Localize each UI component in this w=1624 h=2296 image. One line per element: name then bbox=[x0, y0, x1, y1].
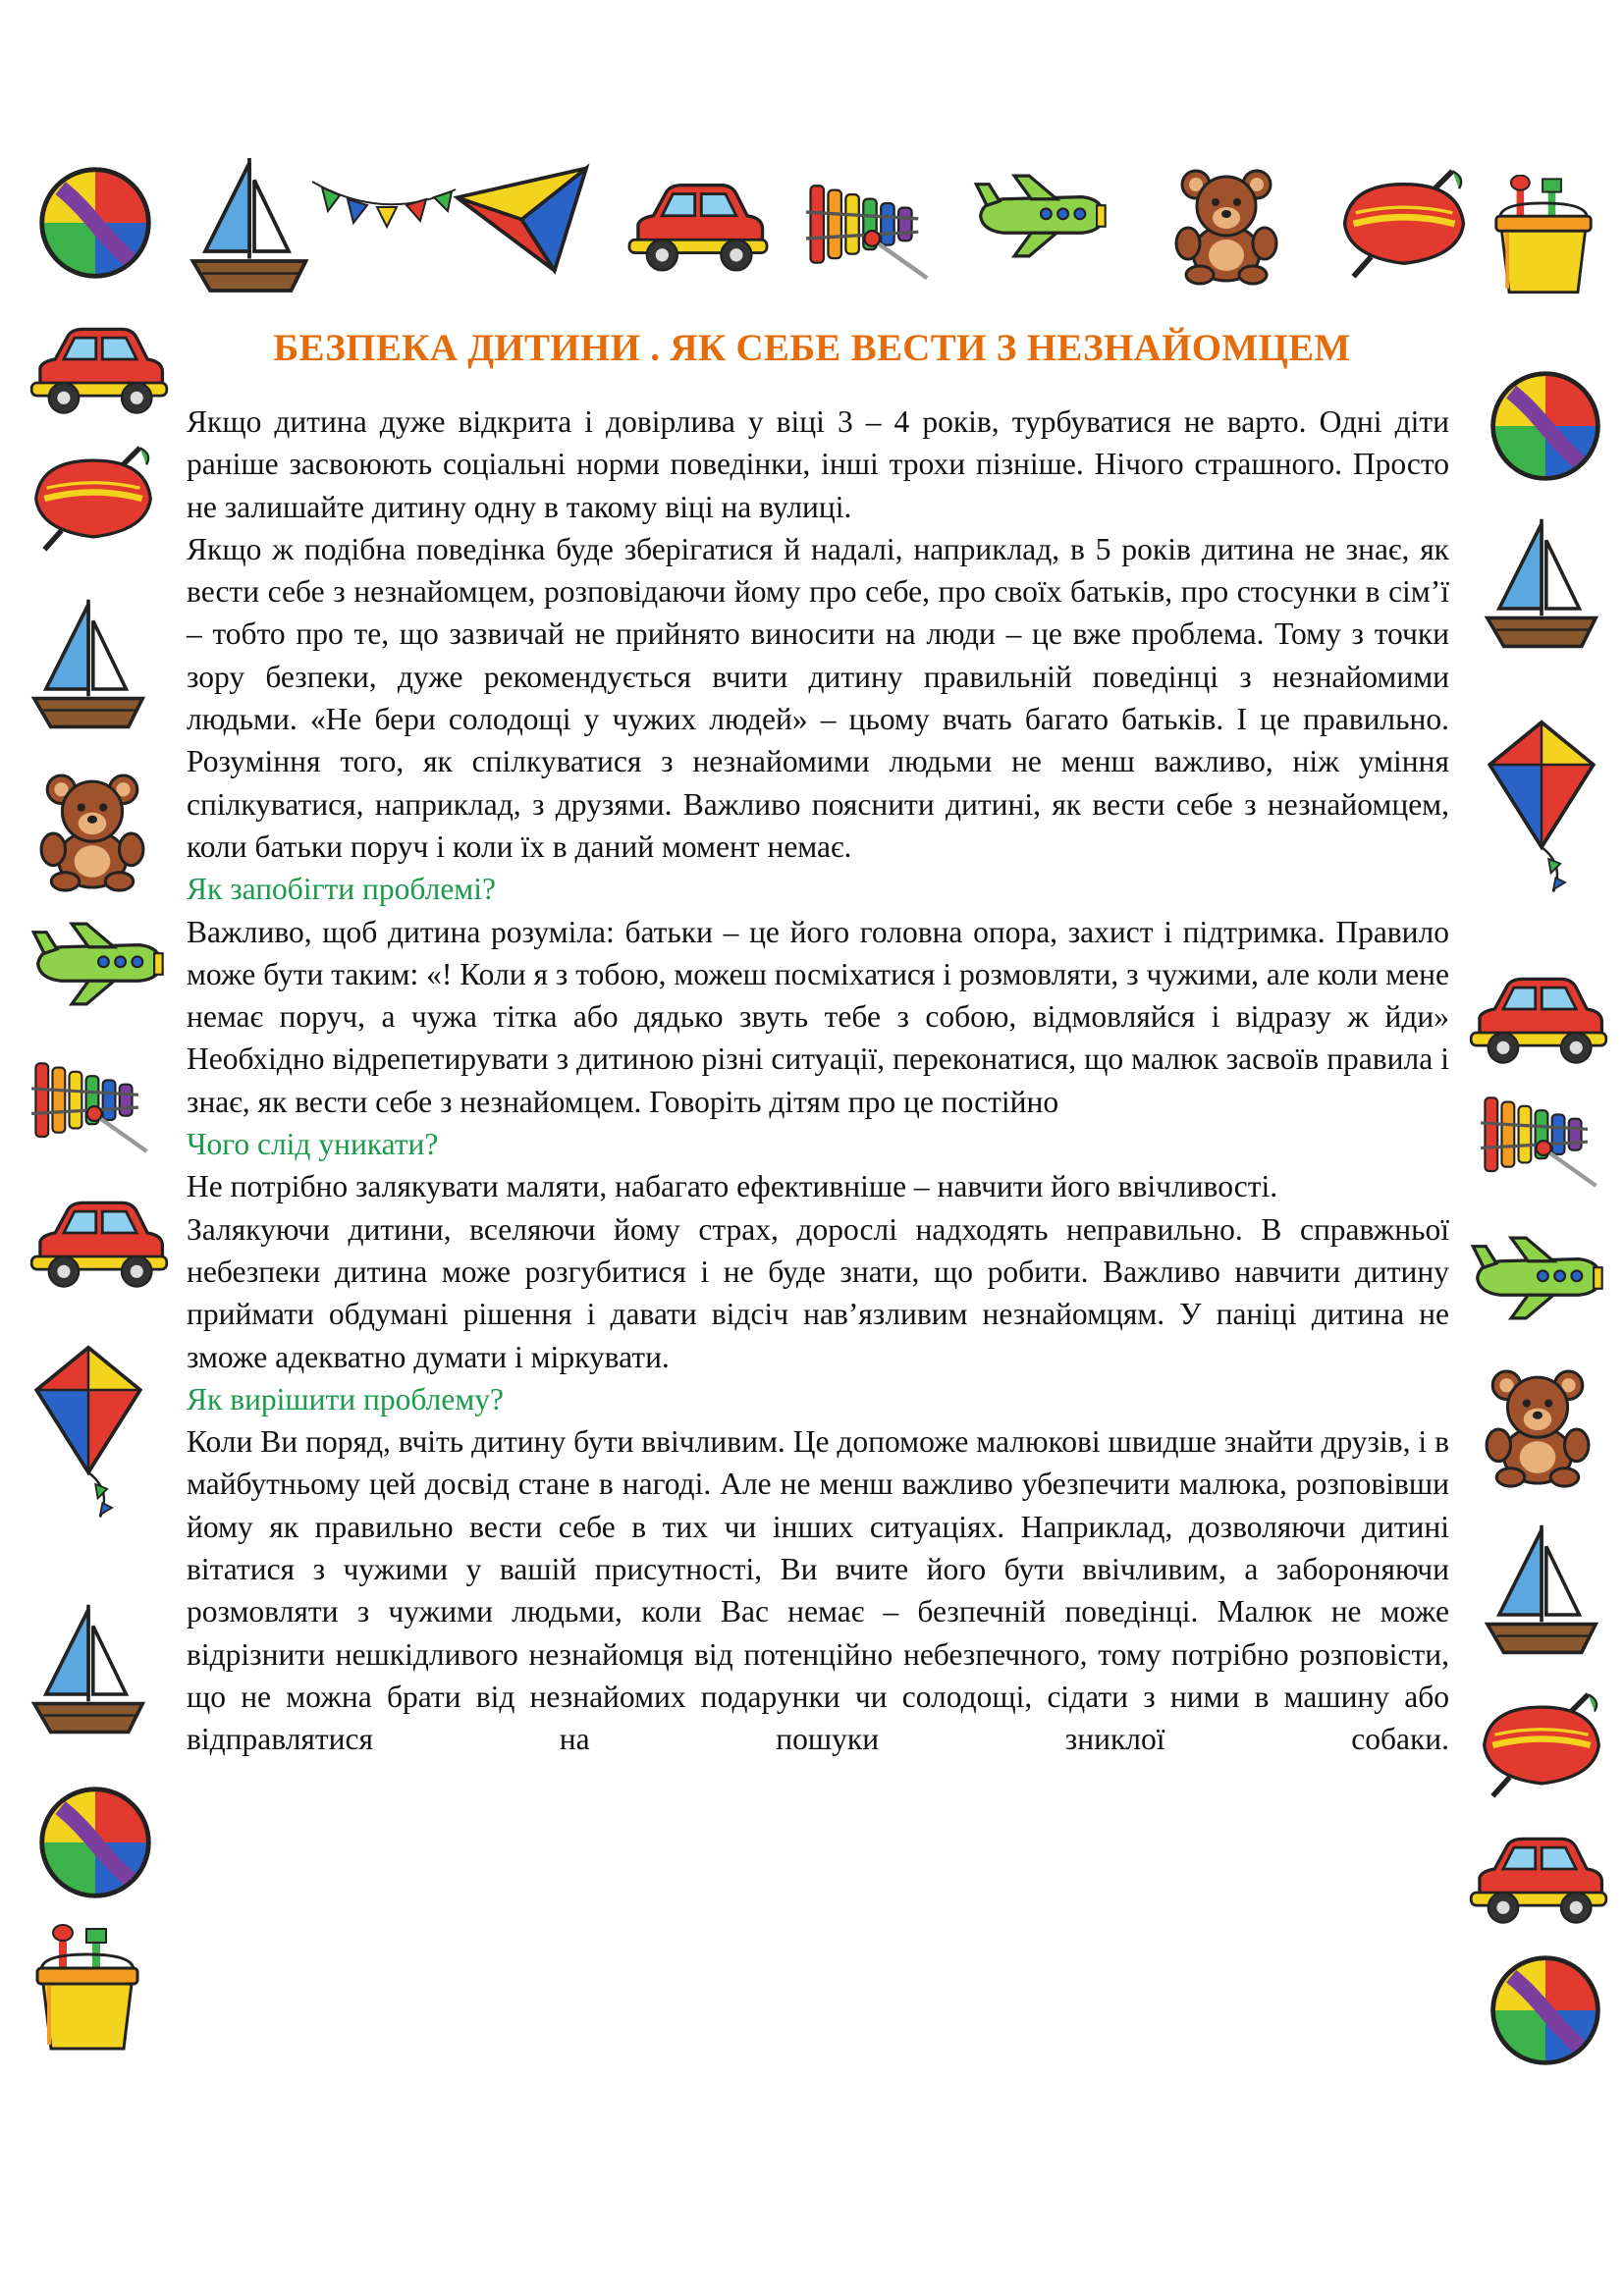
sailboat-icon bbox=[29, 593, 147, 738]
xylophone-icon bbox=[1479, 1086, 1604, 1194]
sailboat-icon bbox=[29, 1598, 147, 1743]
paragraph: Необхідно відрепетирувати з дитиною різні ситуації, переконатися, що малюк засвоїв правила і знає, як вести себе з незнайомцем. Говоріть дітям про це постійно bbox=[187, 1041, 1449, 1119]
section-heading: Як вирішити проблему? bbox=[187, 1381, 504, 1416]
kite-icon bbox=[1483, 677, 1600, 934]
airplane-icon bbox=[972, 173, 1110, 259]
toy-car-icon bbox=[1469, 972, 1608, 1070]
paragraph: Якщо дитина дуже відкрита і довірлива у віці 3 – 4 років, турбуватися не варто. Одні діти раніше засвоюють соціальні норми поведінки, інші трохи пізніше. Нічого страшного. Просто не залишайте дитину одну в такому віці на вулиці. bbox=[187, 404, 1449, 524]
toy-car-icon bbox=[626, 179, 770, 277]
ball-icon bbox=[37, 1785, 153, 1900]
airplane-icon bbox=[29, 917, 167, 1011]
paragraph: Залякуючи дитини, вселяючи йому страх, дорослі надходять неправильно. В справжньої небезпеки дитина може розгубитися і не буде знати, що робити. Важливо навчити дитину приймати обдумані рішення і давати відсіч нав’язливим незнайомцям. У паніці дитина не зможе адекватно думати і міркувати. bbox=[187, 1211, 1449, 1374]
sand-bucket-icon bbox=[1492, 175, 1595, 296]
teddy-bear-icon bbox=[1483, 1364, 1593, 1490]
section-heading: Як запобігти проблемі? bbox=[187, 872, 496, 907]
page-title: БЕЗПЕКА ДИТИНИ . ЯК СЕБЕ ВЕСТИ З НЕЗНАЙОМЦЕМ bbox=[273, 327, 1351, 369]
xylophone-icon bbox=[803, 175, 937, 285]
teddy-bear-icon bbox=[1172, 165, 1280, 287]
airplane-icon bbox=[1469, 1229, 1606, 1327]
spinning-top-icon bbox=[1477, 1692, 1606, 1798]
sand-bucket-icon bbox=[33, 1924, 141, 2054]
teddy-bear-icon bbox=[37, 770, 147, 893]
spinning-top-icon bbox=[1337, 169, 1471, 279]
paragraph: Не потрібно залякувати маляти, набагато ефективніше – навчити його ввічливості. bbox=[187, 1169, 1278, 1204]
sailboat-icon bbox=[1483, 1518, 1600, 1665]
paragraph: Коли Ви поряд, вчіть дитину бути ввічливим. Це допоможе малюкові швидше знайти друзів, і в майбутньому цей досвід стане в нагоді. Але не менш важливо убезпечити малюка, розповівши йому як правильно вести себе в тих чи інших ситуаціях. Наприклад, дозволяючи дитині вітатися з чужими у вашій присутності, Ви вчите його бути ввічливим, а забороняючи розмовляти з чужими людьми, коли Вас немає – безпечній поведінці. Малюк не може відрізнити нешкідливого незнайомця від потенційно небезпечного, тому потрібно розповісти, що не можна брати від незнайомих подарунки чи солодощі, сідати з ними в машину або відправлятися на пошуки зниклої собаки. bbox=[187, 1424, 1449, 1757]
toy-car-icon bbox=[29, 1196, 169, 1294]
ball-icon bbox=[1489, 369, 1602, 483]
paragraph: Якщо ж подібна поведінка буде зберігатися й надалі, наприклад, в 5 років дитина не знає, як вести себе з незнайомцем, розповідаючи йому про себе, про своїх батьків, про стосунки в сім’ї – тобто про те, що зазвичай не прийнято виносити на люди – це вже проблема. Тому з точки зору безпеки, дуже рекомендується вчити дитину правильній поведінці з незнайомими людьми. «Не бери солодощі у чужих людей» – цьому вчать багато батьків. І це правильно. Розуміння того, як спілкуватися з незнайомими людьми не менш важливо, ніж уміння спілкуватися, наприклад, з друзями. Важливо пояснити дитині, як вести себе з незнайомцем, коли батьки поруч і коли їх в даний момент немає. bbox=[187, 531, 1449, 864]
kite-icon bbox=[452, 161, 599, 283]
toy-car-icon bbox=[1469, 1832, 1608, 1930]
spinning-top-icon bbox=[29, 446, 157, 552]
kite-icon bbox=[29, 1315, 147, 1547]
paragraph: Важливо, щоб дитина розуміла: батьки – це його головна опора, захист і підтримка. Правило може бути таким: «! Коли я з тобою, можеш посміхатися і розмовляти, з чужими, але коли мене немає поруч, а чужа тітка або дядько звуть тебе з собою, відмовляйся і відразу ж йди» bbox=[187, 914, 1449, 1035]
ball-icon bbox=[37, 165, 153, 281]
sailboat-icon bbox=[1483, 512, 1600, 658]
bunting-icon bbox=[310, 177, 458, 238]
section-heading: Чого слід уникати? bbox=[187, 1127, 439, 1162]
article-body bbox=[187, 400, 1449, 1761]
ball-icon bbox=[1489, 1953, 1602, 2067]
xylophone-icon bbox=[29, 1052, 155, 1158]
sailboat-icon bbox=[187, 153, 312, 300]
